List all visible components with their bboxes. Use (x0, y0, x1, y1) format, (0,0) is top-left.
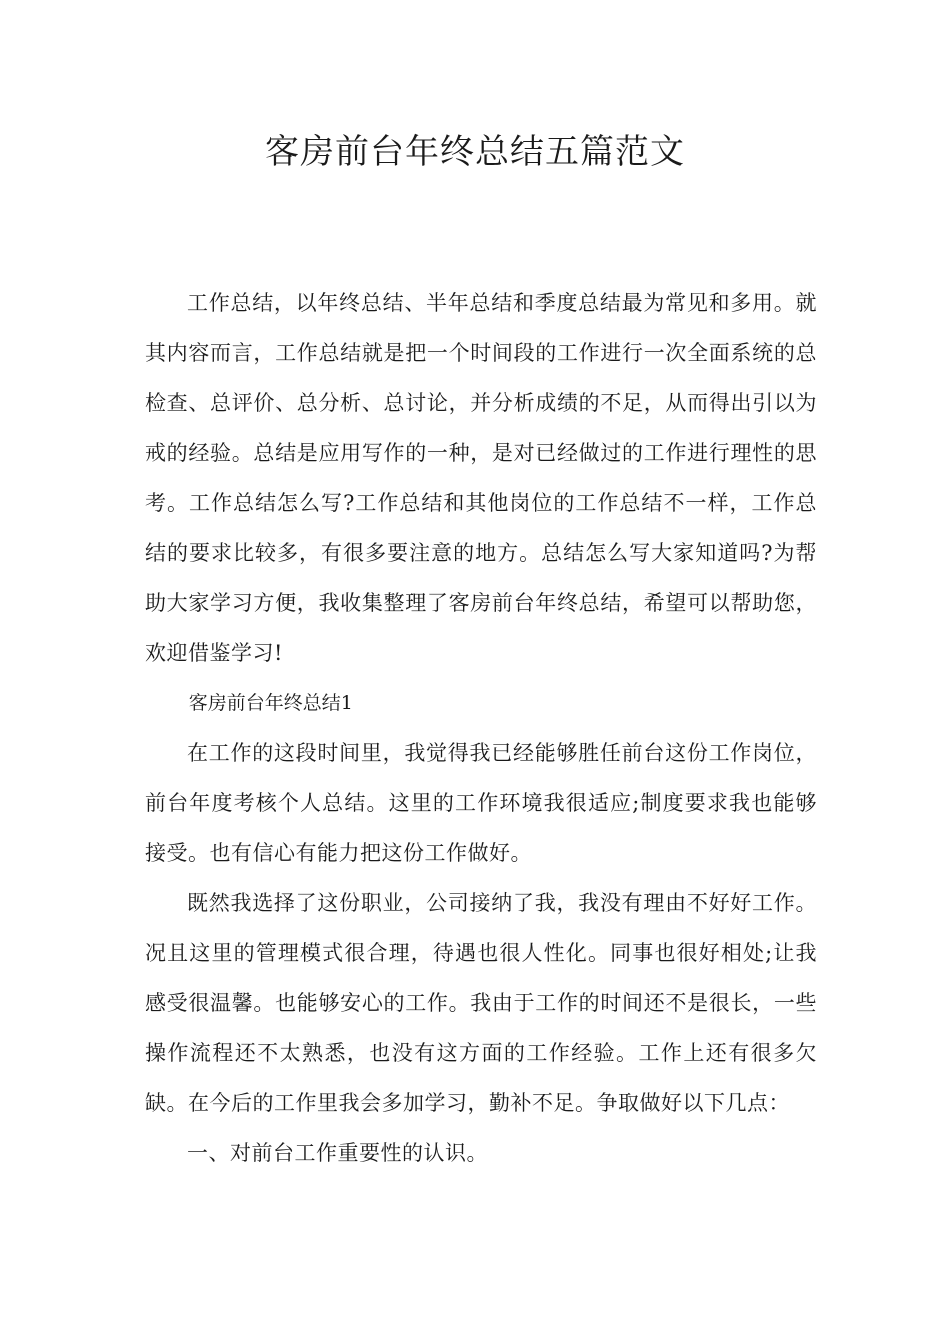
body-paragraph-1: 在工作的这段时间里，我觉得我已经能够胜任前台这份工作岗位，前台年度考核个人总结。这里的工作环境我很适应;制度要求我也能够接受。也有信心有能力把这份工作做好。 (145, 741, 817, 865)
list-item-1: 一、对前台工作重要性的认识。 (187, 1141, 488, 1165)
intro-paragraph: 工作总结，以年终总结、半年总结和季度总结最为常见和多用。就其内容而言，工作总结就是把一个时间段的工作进行一次全面系统的总检查、总评价、总分析、总讨论，并分析成绩的不足，从而得出引以为戒的经验。总结是应用写作的一种，是对已经做过的工作进行理性的思考。工作总结怎么写?工作总结和其他岗位的工作总结不一样，工作总结的要求比较多，有很多要注意的地方。总结怎么写大家知道吗?为帮助大家学习方便，我收集整理了客房前台年终总结，希望可以帮助您，欢迎借鉴学习! (145, 291, 817, 665)
document-body (145, 278, 817, 1178)
section-heading-1: 客房前台年终总结1 (188, 692, 353, 714)
body-paragraph-2: 既然我选择了这份职业，公司接纳了我，我没有理由不好好工作。况且这里的管理模式很合理，待遇也很人性化。同事也很好相处;让我感受很温馨。也能够安心的工作。我由于工作的时间还不是很长，一些操作流程还不太熟悉，也没有这方面的工作经验。工作上还有很多欠缺。在今后的工作里我会多加学习，勤补不足。争取做好以下几点： (145, 891, 817, 1115)
document-title: 客房前台年终总结五篇范文 (265, 132, 685, 172)
